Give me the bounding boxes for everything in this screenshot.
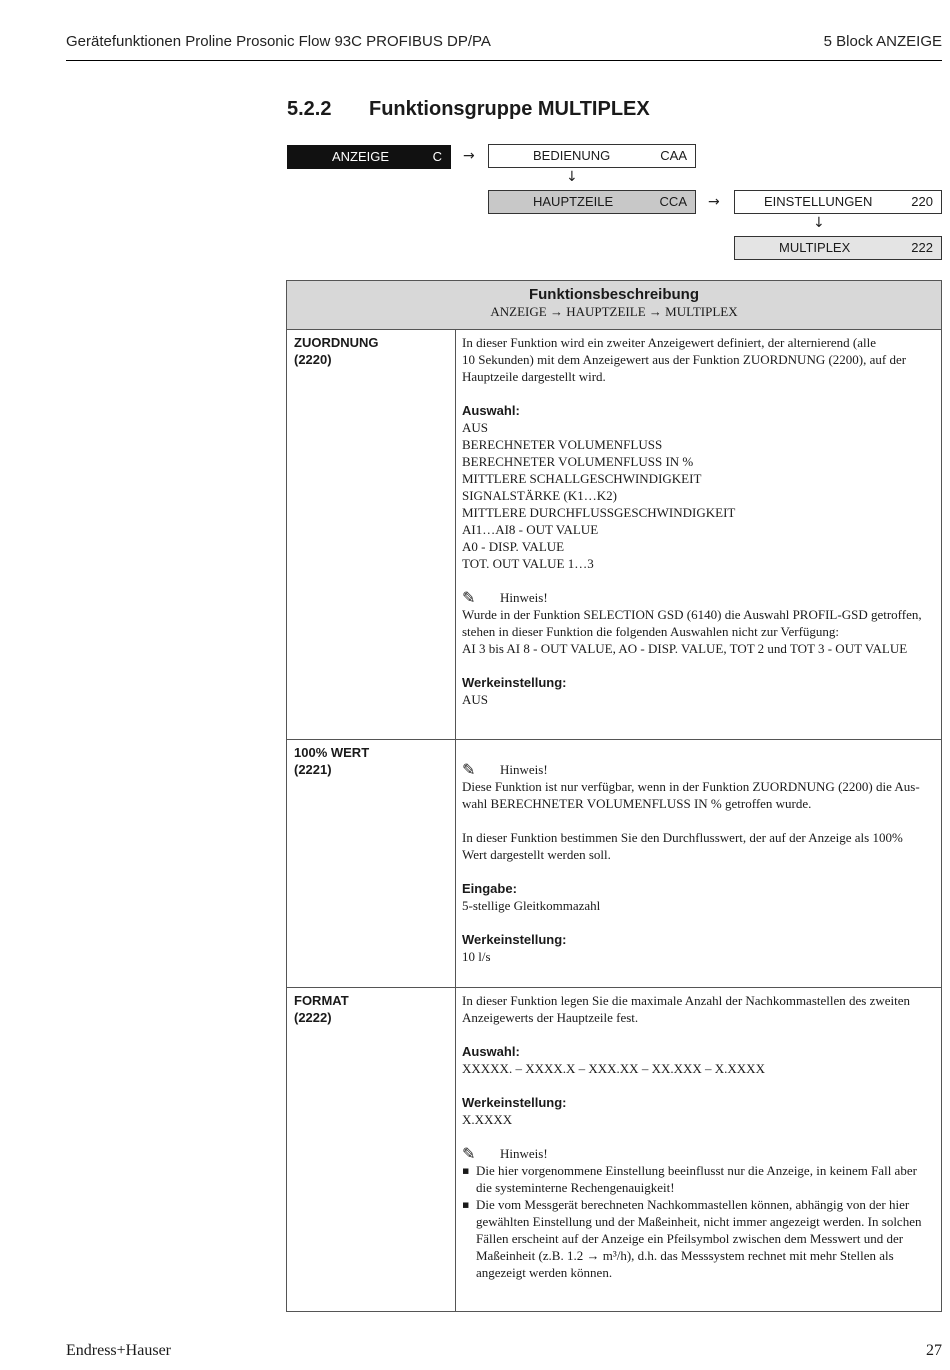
nav-code: 220	[911, 194, 933, 209]
nav-label: MULTIPLEX	[779, 240, 851, 255]
function-code: (2221)	[294, 762, 332, 777]
text-line: 10 Sekunden) mit dem Anzeigewert aus der Funktion ZUORDNUNG (2200), auf der	[462, 352, 907, 367]
text-line: Hauptzeile dargestellt wird.	[462, 369, 606, 384]
table-path: ANZEIGE → HAUPTZEILE → MULTIPLEX	[490, 304, 738, 319]
arrow-down-icon: ↓	[813, 215, 825, 231]
default-value: 10 l/s	[462, 949, 491, 964]
bullet-item	[462, 1162, 935, 1196]
text-line: gewählten Einstellung und der Maßeinheit, nicht immer angezeigt werden. In solchen	[476, 1214, 922, 1229]
nav-label: ANZEIGE	[332, 149, 390, 164]
function-name: FORMAT	[294, 993, 349, 1008]
input-description: 5-stellige Gleitkommazahl	[462, 898, 601, 913]
pencil-icon: ✎	[462, 588, 476, 607]
text-line: Anzeigewerts der Hauptzeile fest.	[462, 1010, 639, 1025]
function-code: (2220)	[294, 352, 332, 367]
nav-box-anzeige	[287, 145, 451, 169]
nav-label: HAUPTZEILE	[533, 194, 614, 209]
nav-label: BEDIENUNG	[533, 148, 611, 163]
function-code: (2222)	[294, 1010, 332, 1025]
function-name: ZUORDNUNG	[294, 335, 379, 350]
option-item: AUS	[462, 420, 489, 435]
default-value: AUS	[462, 692, 489, 707]
function-description	[456, 740, 941, 969]
hinweis-label: Hinweis!	[500, 590, 548, 605]
table-row-100-wert	[287, 740, 941, 988]
text-line: Wurde in der Funktion SELECTION GSD (6140) die Auswahl PROFIL-GSD getroffen,	[462, 607, 922, 622]
text-line: Maßeinheit (z.B. 1.2 → m³/h), d.h. das Messsystem rechnet mit mehr Stellen als	[476, 1248, 894, 1263]
bullet-item	[462, 1196, 935, 1281]
function-description	[456, 988, 941, 1285]
header-title: Gerätefunktionen Proline Prosonic Flow 93C PROFIBUS DP/PA	[66, 33, 491, 50]
function-table	[286, 280, 942, 1312]
subheading-auswahl: Auswahl:	[462, 1044, 520, 1059]
nav-box-hauptzeile	[488, 190, 696, 214]
nav-label: EINSTELLUNGEN	[764, 194, 873, 209]
option-item: AI1…AI8 - OUT VALUE	[462, 522, 599, 537]
arrow-right-icon: →	[463, 148, 475, 164]
text-line: die systeminterne Rechengenauigkeit!	[476, 1180, 675, 1195]
hinweis-label: Hinweis!	[500, 1146, 548, 1161]
section-number: 5.2.2	[287, 98, 332, 120]
header-rule	[66, 60, 942, 61]
text-line: ▪ Die hier vorgenommene Einstellung beeinflusst nur die Anzeige, in keinem Fall aber	[476, 1163, 917, 1178]
page-number: 27	[926, 1342, 942, 1359]
text-line: In dieser Funktion wird ein zweiter Anzeigewert definiert, der alternierend (alle	[462, 335, 877, 350]
nav-box-multiplex	[734, 236, 942, 260]
header-chapter: 5 Block ANZEIGE	[823, 33, 942, 50]
text-line: Diese Funktion ist nur verfügbar, wenn in der Funktion ZUORDNUNG (2200) die Aus-	[462, 779, 920, 794]
function-name: 100% WERT	[294, 745, 370, 760]
option-item: SIGNALSTÄRKE (K1…K2)	[462, 488, 617, 503]
nav-code: 222	[911, 240, 933, 255]
table-header	[287, 281, 941, 330]
default-value: X.XXXX	[462, 1112, 513, 1127]
subheading-eingabe: Eingabe:	[462, 881, 517, 896]
text-line: stehen in dieser Funktion die folgenden Auswahlen nicht zur Verfügung:	[462, 624, 840, 639]
section-title	[287, 98, 650, 121]
function-description	[456, 330, 941, 712]
function-name-cell	[287, 988, 456, 1311]
text-line: In dieser Funktion bestimmen Sie den Durchflusswert, der auf der Anzeige als 100%	[462, 830, 903, 845]
nav-code: C	[432, 149, 442, 164]
page-footer	[66, 1342, 942, 1362]
text-line: Fällen erscheint auf der Anzeige ein Pfeilsymbol zwischen dem Messwert und der	[476, 1231, 904, 1246]
text-line: angezeigt werden können.	[476, 1265, 613, 1280]
option-item: MITTLERE DURCHFLUSSGESCHWINDIGKEIT	[462, 505, 736, 520]
option-item: A0 - DISP. VALUE	[462, 539, 565, 554]
option-item: MITTLERE SCHALLGESCHWINDIGKEIT	[462, 471, 702, 486]
hinweis-note	[462, 1145, 935, 1162]
pencil-icon: ✎	[462, 760, 476, 779]
text-line: ▪ Die vom Messgerät berechneten Nachkommastellen können, abhängig von der hier	[476, 1197, 910, 1212]
arrow-down-icon: ↓	[566, 169, 578, 185]
table-title: Funktionsbeschreibung	[528, 286, 699, 303]
section-name: Funktionsgruppe MULTIPLEX	[369, 98, 650, 120]
option-item: BERECHNETER VOLUMENFLUSS	[462, 437, 663, 452]
option-item: TOT. OUT VALUE 1…3	[462, 556, 594, 571]
hinweis-note	[462, 761, 935, 778]
subheading-auswahl: Auswahl:	[462, 403, 520, 418]
text-line: In dieser Funktion legen Sie die maximale Anzahl der Nachkommastellen des zweiten	[462, 993, 911, 1008]
page-header	[66, 33, 942, 55]
nav-box-bedienung	[488, 144, 696, 168]
arrow-right-icon: →	[708, 194, 720, 210]
pencil-icon: ✎	[462, 1144, 476, 1163]
hinweis-bullets	[462, 1162, 935, 1281]
text-line: Wert dargestellt werden soll.	[462, 847, 611, 862]
footer-brand: Endress+Hauser	[66, 1342, 171, 1359]
nav-box-einstellungen	[734, 190, 942, 214]
function-name-cell	[287, 740, 456, 987]
subheading-werkeinstellung: Werkeinstellung:	[462, 675, 567, 690]
text-line: wahl BERECHNETER VOLUMENFLUSS IN % getroffen wurde.	[462, 796, 812, 811]
subheading-werkeinstellung: Werkeinstellung:	[462, 932, 567, 947]
hinweis-note	[462, 589, 935, 606]
option-list: XXXXX. – XXXX.X – XXX.XX – XX.XXX – X.XXXX	[462, 1061, 765, 1076]
hinweis-label: Hinweis!	[500, 762, 548, 777]
subheading-werkeinstellung: Werkeinstellung:	[462, 1095, 567, 1110]
option-item: BERECHNETER VOLUMENFLUSS IN %	[462, 454, 694, 469]
table-row-format	[287, 988, 941, 1311]
text-line: AI 3 bis AI 8 - OUT VALUE, AO - DISP. VALUE, TOT 2 und TOT 3 - OUT VALUE	[462, 641, 908, 656]
function-name-cell	[287, 330, 456, 739]
nav-code: CAA	[660, 148, 687, 163]
table-row-zuordnung	[287, 330, 941, 740]
nav-code: CCA	[659, 194, 687, 209]
